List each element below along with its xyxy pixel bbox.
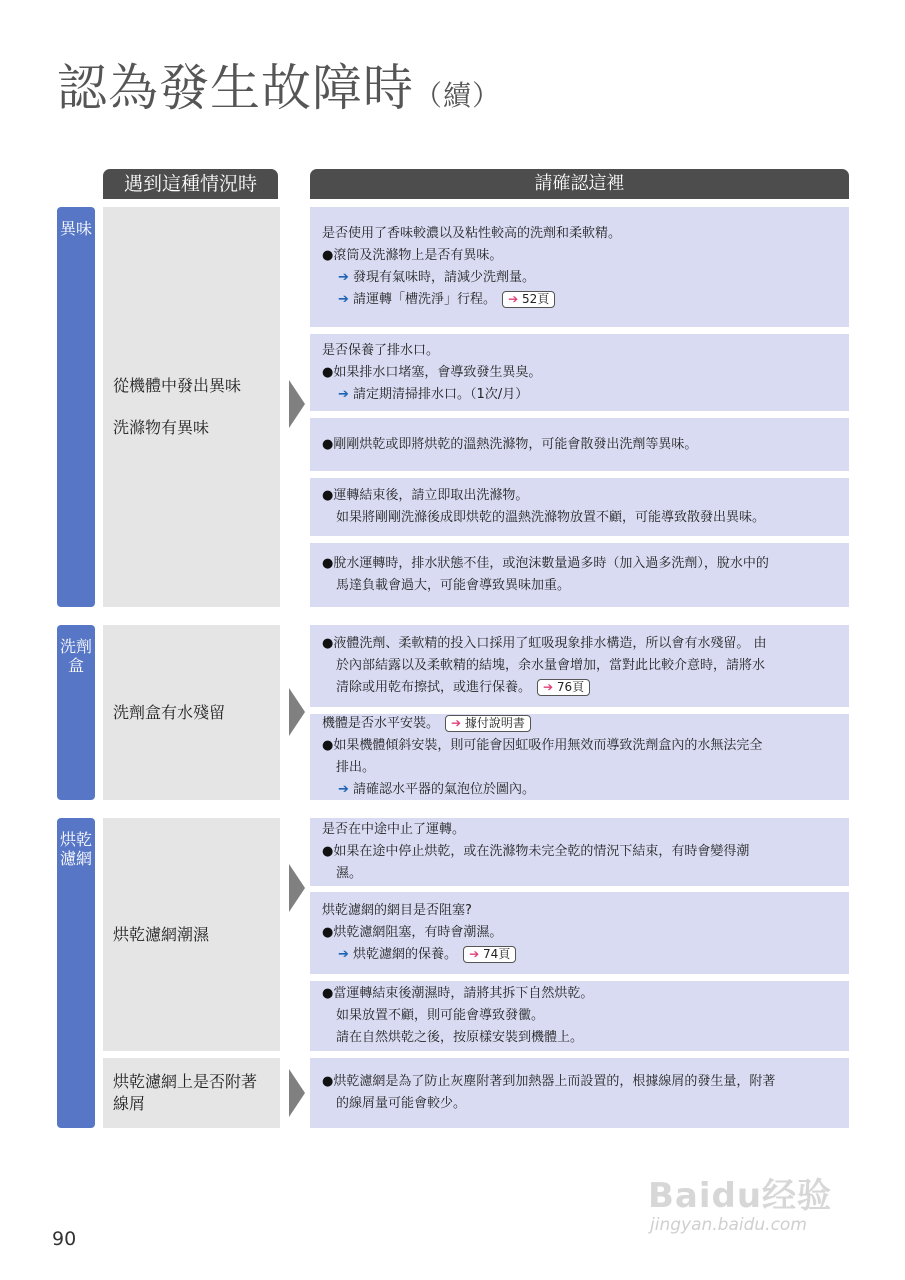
- bullet-icon: ●: [322, 986, 334, 1001]
- bullet-icon: ●: [322, 364, 334, 380]
- check-box-11: [310, 1058, 849, 1128]
- category-filter: 烘乾濾網: [57, 818, 95, 1128]
- check-text: 滾筒及洗滌物上是否有異味。: [333, 248, 503, 263]
- check-box-6: [310, 625, 849, 707]
- check-box-2: [310, 334, 849, 411]
- check-text: 烘乾濾網的保養。: [353, 947, 458, 962]
- check-box-1: [310, 207, 849, 327]
- bullet-icon: ●: [322, 738, 334, 753]
- check-text: 是否保養了排水口。: [322, 342, 440, 358]
- check-text: 剛剛烘乾或即將烘乾的溫熱洗滌物，可能會散發出洗劑等異味。: [333, 436, 698, 452]
- title-sub: （續）: [414, 79, 502, 112]
- check-text: 請確認水平器的氣泡位於圖內。: [353, 782, 536, 797]
- arrow-right-icon: [289, 688, 305, 736]
- arrow-icon: ➔: [338, 386, 349, 402]
- check-text: 發現有氣味時，請減少洗劑量。: [353, 270, 536, 285]
- check-text: 液體洗劑、柔軟精的投入口採用了虹吸現象排水構造，所以會有水殘留。 由: [333, 636, 767, 651]
- check-text: 烘乾濾網阻塞，有時會潮濕。: [333, 925, 503, 940]
- bullet-icon: ●: [322, 488, 334, 503]
- situation-text: 洗劑盒有水殘留: [113, 702, 226, 722]
- bullet-icon: ●: [322, 636, 334, 651]
- header-situation: 遇到這種情況時: [103, 169, 278, 199]
- check-text: 如果將剛剛洗滌後成即烘乾的溫熱洗滌物放置不顧，可能導致散發出異味。: [336, 510, 766, 525]
- arrow-icon: ➔: [543, 680, 554, 694]
- check-text: 請定期清掃排水口。（1次/月）: [353, 386, 529, 402]
- check-box-4: [310, 478, 849, 536]
- arrow-icon: ➔: [469, 947, 480, 961]
- check-text: 運轉結束後，請立即取出洗滌物。: [333, 488, 529, 503]
- bullet-icon: ●: [322, 844, 334, 859]
- situation-text: 線屑: [113, 1094, 146, 1113]
- check-box-5: [310, 543, 849, 607]
- category-detergent: 洗劑盒: [57, 625, 95, 800]
- situation-text: 從機體中發出異味: [113, 376, 242, 395]
- check-text: 當運轉結束後潮濕時，請將其拆下自然烘乾。: [333, 986, 594, 1001]
- check-text: 於內部結露以及柔軟精的結塊，余水量會增加，當對此比較介意時，請將水: [336, 658, 766, 673]
- check-box-10: [310, 981, 849, 1051]
- arrow-icon: ➔: [338, 270, 349, 285]
- check-text: 馬達負載會過大，可能會導致異味加重。: [336, 578, 571, 593]
- page-reference-link[interactable]: [537, 679, 590, 696]
- arrow-icon: ➔: [338, 947, 349, 962]
- bullet-icon: ●: [322, 248, 334, 263]
- check-text: 的線屑量可能會較少。: [336, 1096, 467, 1111]
- check-text: 如果排水口堵塞，會導致發生異臭。: [333, 364, 542, 380]
- page-number: 90: [52, 1228, 77, 1250]
- bullet-icon: ●: [322, 436, 334, 452]
- situation-filter-damp: [103, 818, 280, 1051]
- check-text: 是否使用了香味較濃以及粘性較高的洗劑和柔軟精。: [322, 226, 622, 241]
- check-text: 烘乾濾網是為了防止灰塵附著到加熱器上而設置的，根據線屑的發生量，附著: [333, 1074, 776, 1089]
- check-text: 如果在途中停止烘乾，或在洗滌物未完全乾的情況下結束，有時會變得潮: [333, 844, 750, 859]
- arrow-icon: ➔: [451, 716, 462, 730]
- situation-text: 洗滌物有異味: [113, 418, 210, 437]
- watermark-url: jingyan.baidu.com: [650, 1215, 807, 1235]
- check-text: 排出。: [336, 760, 376, 775]
- arrow-icon: ➔: [338, 292, 349, 307]
- page-reference-label: 52頁: [521, 292, 550, 306]
- page-reference-label: 76頁: [556, 680, 585, 694]
- check-text: 濕。: [336, 866, 363, 881]
- check-box-7: [310, 714, 849, 800]
- header-check: 請確認這裡: [310, 169, 849, 199]
- situation-detergent: [103, 625, 280, 800]
- page-reference-label: 74頁: [482, 947, 511, 961]
- check-text: 是否在中途中止了運轉。: [322, 822, 466, 837]
- check-text: 請運轉「槽洗淨」行程。: [353, 292, 497, 307]
- watermark-logo: Baidu经验: [648, 1176, 833, 1216]
- page-reference-link[interactable]: [463, 946, 516, 963]
- check-text: 烘乾濾網的網目是否阻塞?: [322, 903, 472, 918]
- manual-reference-label: 據付說明書: [464, 716, 525, 730]
- check-text: 脫水運轉時，排水狀態不佳，或泡沫數量過多時（加入過多洗劑），脫水中的: [333, 556, 769, 571]
- arrow-right-icon: [289, 864, 305, 912]
- situation-odor: [103, 207, 280, 607]
- situation-text: 烘乾濾網潮濕: [113, 924, 210, 944]
- check-text: 如果放置不顧，則可能會導致發黴。: [336, 1008, 545, 1023]
- page-title: [57, 48, 501, 120]
- manual-reference-link[interactable]: [445, 715, 531, 732]
- situation-filter-lint: [103, 1058, 280, 1128]
- arrow-icon: ➔: [338, 782, 349, 797]
- page-reference-link[interactable]: [502, 291, 555, 308]
- arrow-right-icon: [289, 380, 305, 428]
- check-box-8: [310, 818, 849, 886]
- check-text: 機體是否水平安裝。: [322, 716, 440, 731]
- arrow-icon: ➔: [508, 292, 519, 306]
- bullet-icon: ●: [322, 1074, 334, 1089]
- title-main: 認為發生故障時: [57, 59, 414, 117]
- bullet-icon: ●: [322, 925, 334, 940]
- arrow-right-icon: [289, 1069, 305, 1117]
- category-odor: 異味: [57, 207, 95, 607]
- check-text: 清除或用乾布擦拭，或進行保養。: [336, 680, 532, 695]
- check-text: 請在自然烘乾之後，按原樣安裝到機體上。: [336, 1030, 584, 1045]
- check-text: 如果機體傾斜安裝，則可能會因虹吸作用無效而導致洗劑盒內的水無法完全: [333, 738, 763, 753]
- check-box-9: [310, 892, 849, 974]
- situation-text: 烘乾濾網上是否附著: [113, 1072, 258, 1091]
- check-box-3: [310, 418, 849, 471]
- bullet-icon: ●: [322, 556, 334, 571]
